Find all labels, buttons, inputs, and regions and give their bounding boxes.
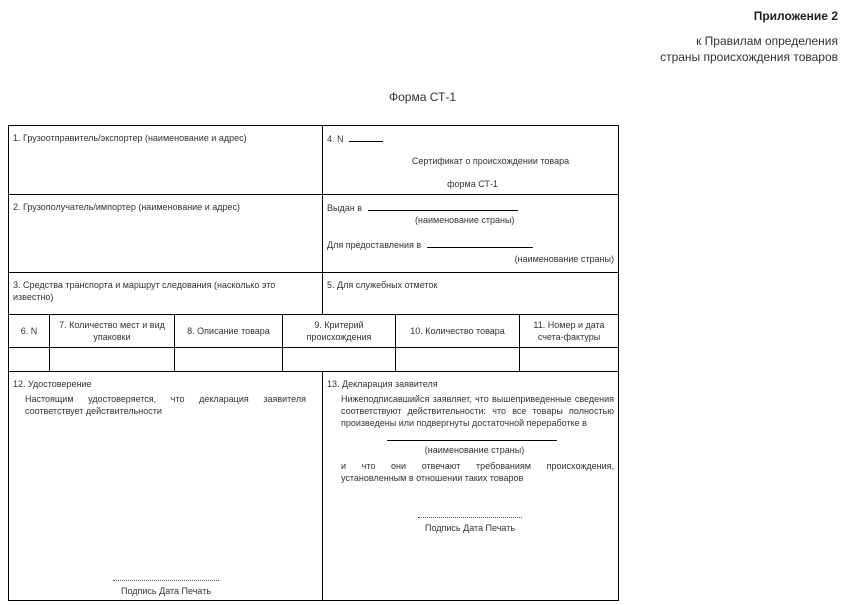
box-1-label: 1. Грузоотправитель/экспортер (наименование и адрес) [13, 133, 247, 143]
submission-hint: (наименование страны) [514, 254, 614, 264]
box-13-text-2: и что они отвечают требованиям происхождения, установленным в отношении таких товаров [341, 461, 614, 483]
certificate-form-label: форма СТ-1 [447, 179, 498, 189]
box-13-signature-label: Подпись Дата Печать [424, 523, 516, 533]
submission-row [327, 238, 614, 251]
table-cell [396, 347, 520, 371]
form-caption: Форма СТ-1 [389, 90, 456, 104]
box-12-signature-line [113, 572, 219, 581]
col-quantity: 10. Количество товара [396, 314, 520, 347]
box-12-certification [8, 371, 323, 601]
box-3-label: 3. Средства транспорта и маршрут следования (насколько это известно) [13, 280, 276, 302]
col-invoice: 11. Номер и дата счета-фактуры [520, 314, 619, 347]
certificate-number-line [349, 132, 383, 142]
box-5-label: 5. Для служебных отметок [327, 280, 438, 290]
appendix-subtitle [660, 33, 838, 65]
appendix-line-2: страны происхождения товаров [660, 50, 838, 64]
box-13-label: 13. Декларация заявителя [327, 379, 438, 389]
box-4-certificate [323, 125, 619, 194]
issued-in-row [327, 201, 614, 214]
box-2-label: 2. Грузополучатель/импортер (наименование и адрес) [13, 202, 240, 212]
table-cell [50, 347, 175, 371]
box-13-country-line-wrap [327, 431, 614, 444]
issued-in-line [368, 201, 518, 211]
box-12-text: Настоящим удостоверяется, что декларация заявителя соответствует действительности [25, 394, 306, 416]
table-cell [283, 347, 396, 371]
box-4-label: 4. N [327, 134, 344, 144]
certificate-title: Сертификат о происхождении товара [411, 156, 570, 166]
table-cell [175, 347, 283, 371]
box-13-declaration [323, 371, 619, 601]
appendix-line-1: к Правилам определения [696, 34, 838, 48]
issued-in-label: Выдан в [327, 203, 362, 213]
box-12-label: 12. Удостоверение [13, 379, 92, 389]
col-number: 6. N [8, 314, 50, 347]
box-2-consignee [8, 194, 323, 272]
col-description: 8. Описание товара [175, 314, 283, 347]
col-packages: 7. Количество мест и вид упаковки [50, 314, 175, 347]
table-cell [520, 347, 619, 371]
submission-label: Для предоставления в [327, 240, 422, 250]
box-13-country-hint: (наименование страны) [424, 445, 525, 455]
box-13-signature [418, 509, 522, 534]
table-cell [8, 347, 50, 371]
box-5-official [323, 272, 619, 314]
col-origin-criterion: 9. Критерий происхождения [283, 314, 396, 347]
box-12-signature [113, 572, 219, 597]
appendix-title: Приложение 2 [753, 9, 838, 23]
submission-line [427, 238, 533, 248]
box-13-country-line [387, 431, 557, 441]
box-12-signature-label: Подпись Дата Печать [120, 586, 212, 596]
issued-section [323, 194, 619, 272]
box-3-transport [8, 272, 323, 314]
certificate-form [8, 125, 619, 601]
box-1-shipper [8, 125, 323, 194]
issued-in-hint: (наименование страны) [415, 215, 515, 225]
box-13-text-1: Нижеподписавшийся заявляет, что вышеприведенные сведения соответствуют действительности: что все товары полностью произведены или подвергнуты достаточной переработке в [341, 394, 614, 428]
box-13-signature-line [418, 509, 522, 518]
